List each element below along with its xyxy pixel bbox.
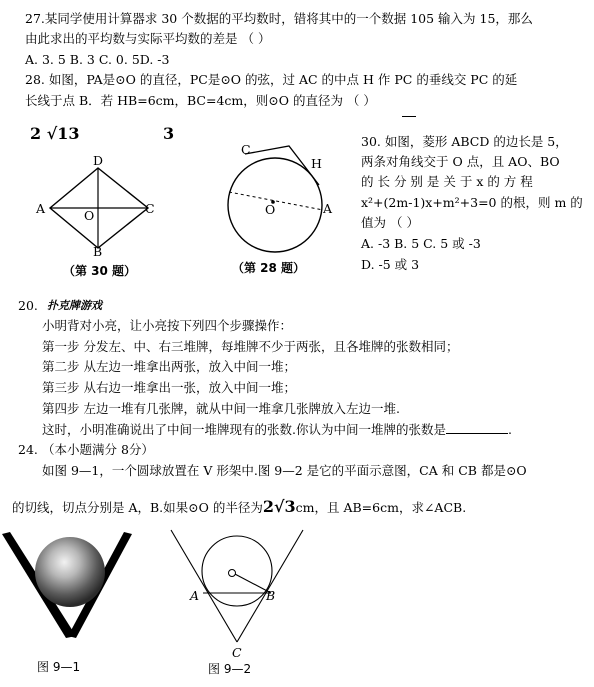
fig30-label-d: D: [93, 153, 104, 168]
q24-line2: [12, 499, 466, 516]
q27-line2: 由此求出的平均数与实际平均数的差是 （ ）: [25, 31, 271, 46]
q24-score: （本小题满分 8分）: [42, 442, 154, 457]
q20-step3: 第三步 从右边一堆拿出一张，放入中间一堆；: [42, 380, 296, 395]
fig92-label-a: A: [190, 588, 200, 603]
fig30-label-c: C: [145, 201, 155, 216]
q20-conclusion-line: [42, 421, 512, 438]
fig91-caption: 图 9—1: [37, 660, 81, 674]
figure-28-circle: [215, 130, 365, 265]
fig30-label-o: O: [84, 208, 95, 223]
fig92-label-c: C: [232, 645, 242, 660]
q27-line1: 27.某同学使用计算器求 30 个数据的平均数时，错将其中的一个数据 105 输入为 15，那么: [25, 11, 533, 26]
q20-step1: 第一步 分发左、中、右三堆牌，每堆牌不少于两张，且各堆牌的张数相同；: [42, 339, 459, 354]
fig28-label-c: C: [241, 142, 251, 157]
fig30-label-b: B: [93, 244, 103, 259]
q20-title: 扑克牌游戏: [47, 299, 102, 312]
q27-options: A. 3. 5 B. 3 C. 0. 5D. -3: [25, 52, 170, 67]
q24-line2a: 的切线，切点分别是 A，B.如果⊙O 的半径为: [12, 500, 263, 515]
answer-blank: [446, 421, 508, 434]
figure-9-2-tangent-diagram: [165, 526, 325, 666]
q28-line2: 长线于点 B．若 HB=6cm，BC=4cm，则⊙O 的直径为 （ ）: [25, 93, 376, 108]
fig92-label-b: B: [266, 588, 276, 603]
q20-number: 20.: [18, 298, 38, 313]
q30-line2: 两条对角线交于 O 点，且 AO、BO: [361, 154, 560, 169]
q20-intro: 小明背对小亮，让小亮按下列四个步骤操作：: [42, 318, 293, 333]
q24-line1: 如图 9—1，一个圆球放置在 V 形架中.图 9—2 是它的平面示意图，CA 和 CB 都是⊙O: [42, 463, 527, 478]
fig28-caption: （第 28 题）: [232, 261, 306, 275]
fig30-caption: （第 30 题）: [63, 264, 137, 278]
q20-period: .: [507, 422, 512, 437]
q24-number: 24.: [18, 442, 38, 457]
q20-step2: 第二步 从左边一堆拿出两张，放入中间一堆；: [42, 359, 296, 374]
q20-conclusion: 这时，小明准确说出了中间一堆牌现有的张数.你认为中间一堆牌的张数是: [42, 422, 446, 437]
q30-line1: 30. 如图，菱形 ABCD 的边长是 5，: [361, 134, 568, 149]
fig30-label-a: A: [36, 201, 46, 216]
cropped-fragment: 2 √13: [30, 124, 80, 143]
q20-step4: 第四步 左边一堆有几张牌，就从中间一堆拿几张牌放入左边一堆.: [42, 401, 400, 416]
fig28-label-h: H: [311, 156, 322, 171]
q30-options1: A. -3 B. 5 C. 5 或 -3: [361, 236, 481, 251]
q30-line5: 值为 （ ）: [361, 215, 419, 230]
q30-line4: x²+(2m-1)x+m²+3=0 的根，则 m 的: [361, 195, 583, 210]
overline-mark: [402, 116, 416, 117]
fig28-label-o: O: [265, 202, 276, 217]
q30-options2: D. -5 或 3: [361, 257, 420, 272]
fig92-caption: 图 9—2: [208, 662, 252, 676]
q28-line1: 28. 如图，PA是⊙O 的直径，PC是⊙O 的弦，过 AC 的中点 H 作 PC 的垂线交 PC 的延: [25, 72, 518, 87]
fig28-label-a: A: [323, 201, 333, 216]
q30-line3: 的 长 分 别 是 关 于 x 的 方 程: [361, 174, 533, 189]
q24-radius: 2√3: [262, 497, 296, 516]
figure-9-1-ball-in-v-frame: [2, 526, 152, 656]
cropped-fragment-2: 3: [163, 124, 175, 143]
q24-line2b: cm，且 AB=6cm，求∠ACB.: [295, 500, 467, 515]
